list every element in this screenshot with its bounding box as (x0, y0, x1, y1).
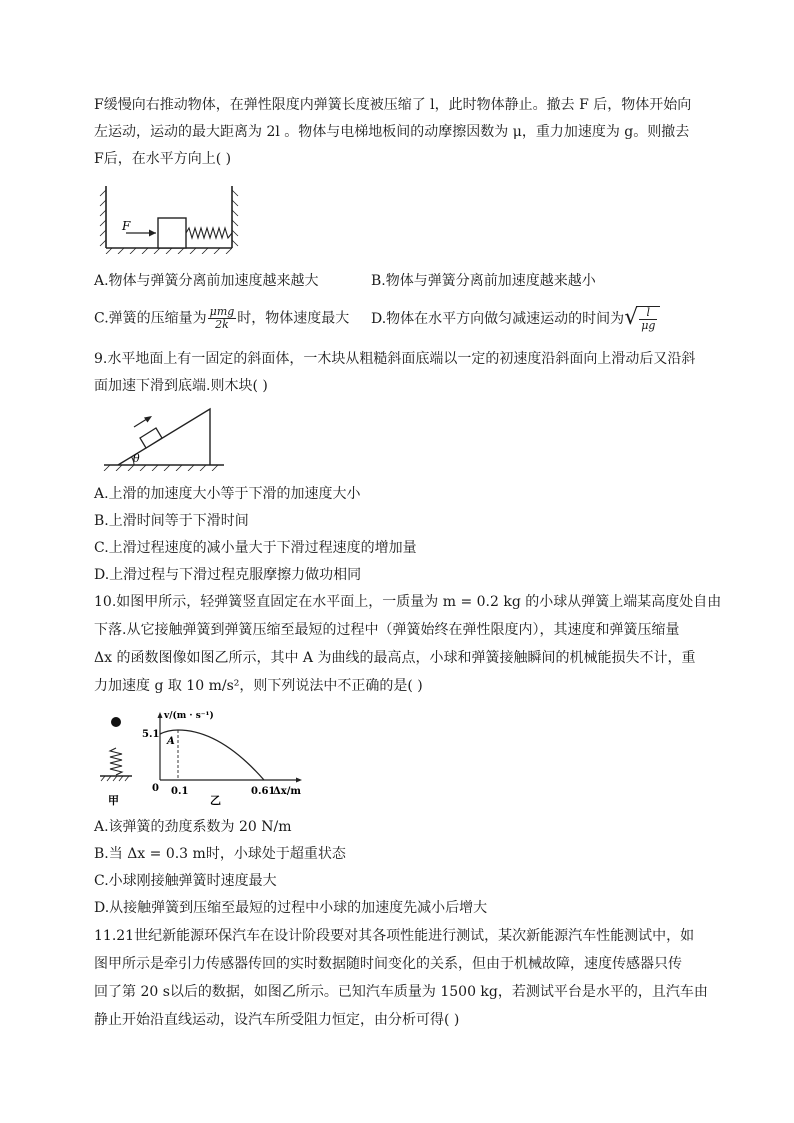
q8-option-c-fraction (208, 306, 237, 331)
q11-stem-line-2: 图甲所示是牵引力传感器传回的实时数据随时间变化的关系，但由于机械故障，速度传感器只传 (94, 956, 682, 972)
q10-graph-origin: 0 (152, 783, 159, 794)
q11-stem-line-4: 静止开始沿直线运动，设汽车所受阻力恒定，由分析可得( ) (94, 1012, 460, 1028)
q10-figure-yi-graph (140, 708, 310, 808)
q8-option-d-denominator: μg (641, 319, 656, 332)
q10-graph-xlabel: Δx/m (273, 786, 301, 797)
q10-option-c[interactable]: C.小球刚接触弹簧时速度最大 (94, 873, 277, 889)
q8-option-c-suffix: 时，物体速度最大 (237, 310, 350, 327)
q8-option-d-prefix: D.物体在水平方向做匀减速运动的时间为 (371, 311, 625, 327)
q9-option-a[interactable]: A.上滑的加速度大小等于下滑的加速度大小 (94, 486, 361, 502)
q8-spring-block-figure (98, 182, 243, 254)
q10-stem-line-1: 10.如图甲所示，轻弹簧竖直固定在水平面上，一质量为 m = 0.2 kg 的小球从弹簧上端某高度处自由 (94, 594, 722, 610)
q10-graph-x-tick-2: 0.61 (251, 786, 276, 797)
q10-graph-point-a: A (167, 736, 175, 747)
q11-stem-line-1: 11.21世纪新能源环保汽车在设计阶段要对其各项性能进行测试，某次新能源汽车性能测试中，如 (94, 928, 695, 944)
q8-option-a[interactable]: A.物体与弹簧分离前加速度越来越大 (94, 273, 319, 289)
q10-option-b[interactable]: B.当 Δx = 0.3 m时，小球处于超重状态 (94, 846, 346, 862)
q8-option-d-fraction (639, 307, 657, 332)
q9-stem-line-2: 面加速下滑到底端.则木块( ) (94, 378, 268, 394)
q10-label-jia: 甲 (108, 794, 119, 807)
q10-option-a[interactable]: A.该弹簧的劲度系数为 20 N/m (94, 819, 292, 835)
q9-incline-figure (100, 405, 228, 471)
q8-option-d[interactable] (371, 306, 660, 332)
q8-stem-line-2: 左运动，运动的最大距离为 2l 。物体与电梯地板间的动摩擦因数为 μ，重力加速度为 g。则撤去 (94, 124, 690, 140)
q10-graph-ylabel: v/(m · s⁻¹) (164, 711, 214, 721)
q10-figure-jia (98, 712, 138, 808)
q10-stem-line-3: Δx 的函数图像如图乙所示，其中 A 为曲线的最高点，小球和弹簧接触瞬间的机械能损失不计，重 (94, 650, 696, 666)
ball-icon (111, 717, 121, 727)
q10-stem-line-4: 力加速度 g 取 10 m/s²，则下列说法中不正确的是( ) (94, 678, 423, 694)
q9-option-c[interactable]: C.上滑过程速度的减小量大于下滑过程速度的增加量 (94, 540, 417, 556)
q8-option-c-numerator: μmg (209, 305, 235, 318)
q10-stem-line-2: 下落.从它接触弹簧到弹簧压缩至最短的过程中（弹簧始终在弹性限度内），其速度和弹簧压缩量 (94, 622, 680, 638)
q11-stem-line-3: 回了第 20 s以后的数据，如图乙所示。已知汽车质量为 1500 kg，若测试平台是水平的，且汽车由 (94, 984, 708, 1000)
q10-option-d[interactable]: D.从接触弹簧到压缩至最短的过程中小球的加速度先减小后增大 (94, 900, 488, 916)
q8-stem-line-3: F后，在水平方向上( ) (94, 151, 232, 167)
q10-graph-x-tick-1: 0.1 (171, 786, 189, 797)
q9-angle-label: θ (133, 452, 140, 465)
q9-option-b[interactable]: B.上滑时间等于下滑时间 (94, 513, 249, 529)
q8-force-label: F (122, 219, 131, 233)
q8-option-b[interactable]: B.物体与弹簧分离前加速度越来越小 (371, 273, 596, 289)
q8-stem-line-1: F缓慢向右推动物体，在弹性限度内弹簧长度被压缩了 l，此时物体静止。撤去 F 后，物体开始向 (94, 97, 692, 113)
q10-label-yi: 乙 (210, 794, 221, 807)
q10-graph-y-tick: 5.1 (142, 729, 160, 740)
spring-icon (110, 748, 122, 775)
q8-option-d-numerator: l (639, 307, 657, 320)
q8-option-c[interactable] (94, 306, 349, 331)
q8-option-c-denominator: 2k (215, 318, 229, 331)
q9-option-d[interactable]: D.上滑过程与下滑过程克服摩擦力做功相同 (94, 567, 362, 583)
q8-option-d-sqrt: √ $\frac{l}{\mu g}$ (624, 306, 660, 332)
q8-option-c-prefix: C.弹簧的压缩量为 (94, 310, 207, 327)
q9-stem-line-1: 9.水平地面上有一固定的斜面体，一木块从粗糙斜面底端以一定的初速度沿斜面向上滑动后又沿斜 (94, 351, 696, 367)
